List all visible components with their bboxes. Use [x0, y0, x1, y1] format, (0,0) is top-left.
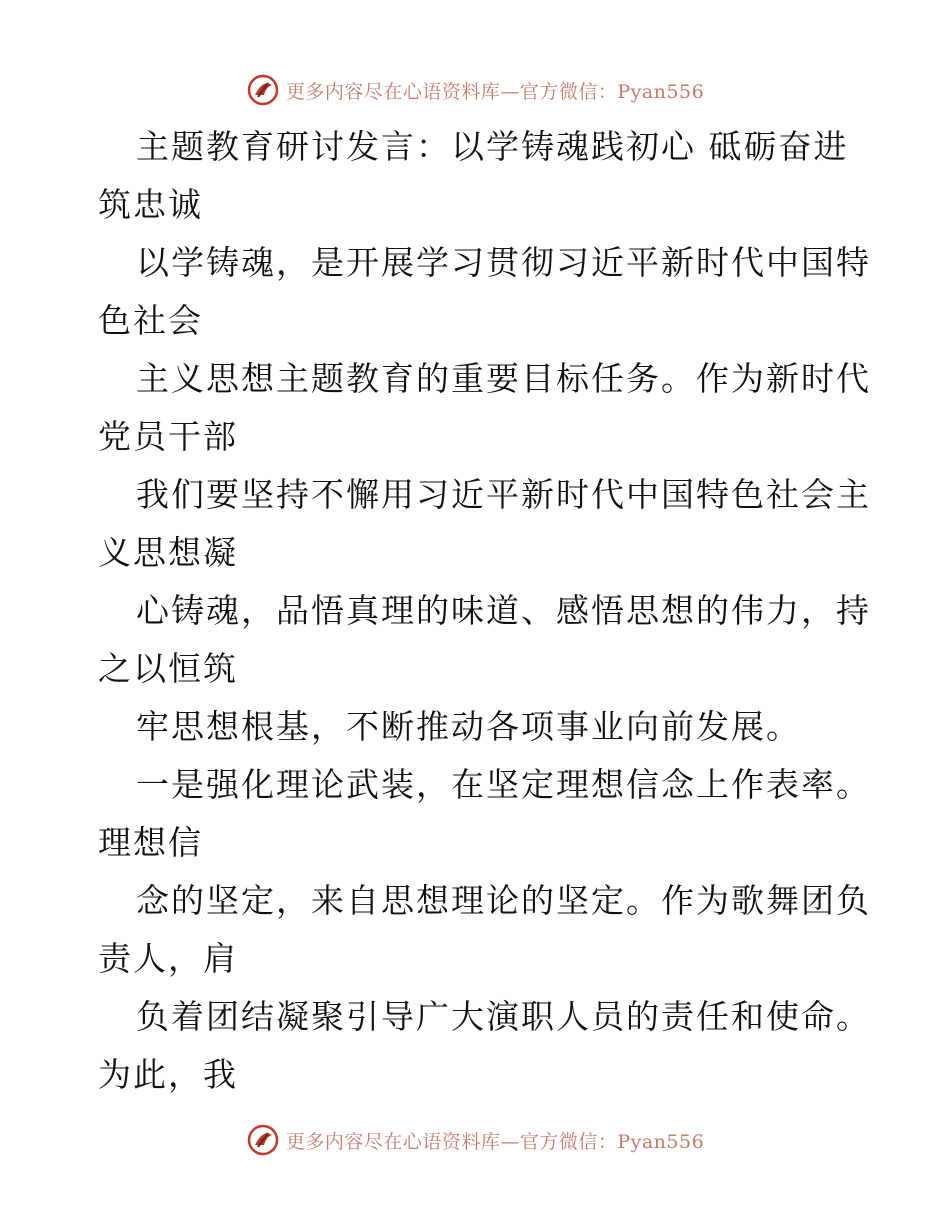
text-line: 牢思想根基，不断推动各项事业向前发展。	[136, 707, 801, 746]
text-line: 主题教育研讨发言：以学铸魂践初心 砥砺奋进	[136, 127, 849, 166]
text-line: 义思想凝	[98, 533, 238, 572]
text-line: 我们要坚持不懈用习近平新时代中国特色社会主	[136, 475, 871, 514]
text-line: 理想信	[98, 823, 203, 862]
text-line: 色社会	[98, 301, 203, 340]
text-line: 筑忠诚	[98, 185, 203, 224]
text-line: 为此，我	[98, 1055, 238, 1094]
text-line: 责人，肩	[98, 939, 238, 978]
logo-icon	[246, 73, 280, 107]
watermark-text: 更多内容尽在心语资料库—官方微信：Pyan556	[285, 1130, 705, 1153]
logo-icon	[246, 1123, 280, 1157]
text-line: 之以恒筑	[98, 649, 238, 688]
document-body	[98, 118, 871, 1104]
text-line: 以学铸魂，是开展学习贯彻习近平新时代中国特	[136, 243, 871, 282]
text-line: 心铸魂，品悟真理的味道、感悟思想的伟力，持	[136, 591, 871, 630]
text-line: 一是强化理论武装，在坚定理想信念上作表率。	[136, 765, 871, 804]
text-line: 党员干部	[98, 417, 238, 456]
watermark-text: 更多内容尽在心语资料库—官方微信：Pyan556	[285, 80, 705, 103]
text-line: 念的坚定，来自思想理论的坚定。作为歌舞团负	[136, 881, 871, 920]
footer-watermark	[0, 1120, 950, 1160]
header-watermark	[0, 70, 950, 110]
text-line: 主义思想主题教育的重要目标任务。作为新时代	[136, 359, 871, 398]
text-line: 负着团结凝聚引导广大演职人员的责任和使命。	[136, 997, 871, 1036]
